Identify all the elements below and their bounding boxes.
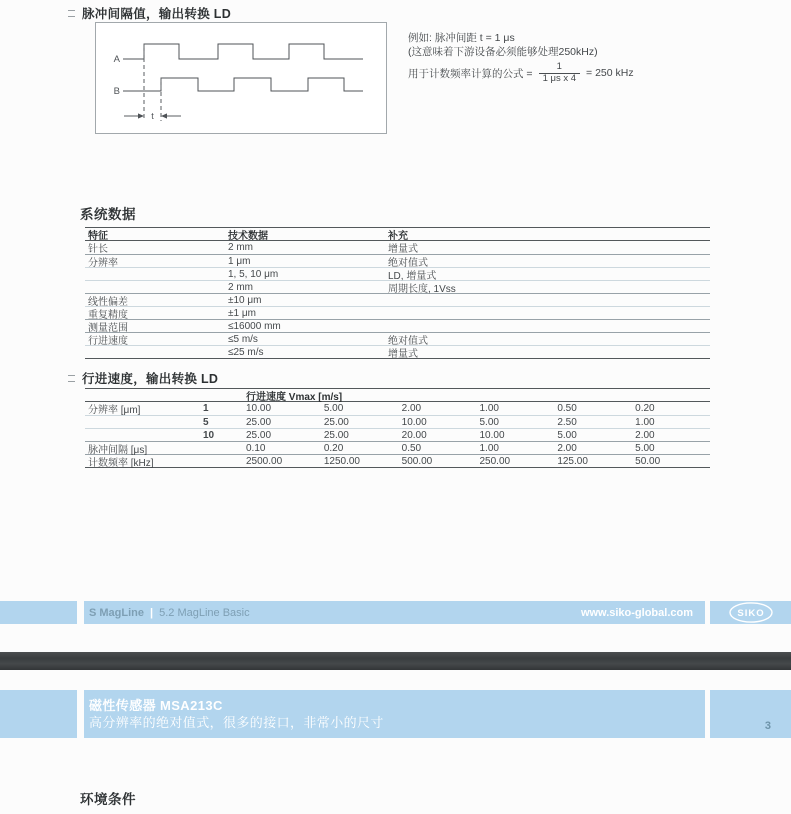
cell-feature: 重复精度 [88,309,128,321]
cell-value: 2 mm [228,281,253,293]
footer-separator: | [150,606,154,619]
cell-value: 500.00 [401,455,433,467]
cell-value: 25.00 [323,429,349,441]
cell-value: ±10 μm [228,294,262,306]
speed-table-header-row [85,388,710,402]
cell-resolution-sub: 5 [203,416,209,428]
cell-value: 10.00 [479,429,505,441]
speed-span-header: 行进速度 Vmax [m/s] [246,391,343,403]
wave-b-trace [123,78,363,91]
cell-value: 2.00 [401,403,422,414]
system-table-row [85,345,710,358]
cell-resolution-sub: 10 [203,429,215,441]
cell-value: 0.20 [635,403,655,414]
wave-a-trace [123,44,363,59]
example-line-2: (这意味着下游设备必须能够处理250kHz) [408,46,598,58]
cell-value: ≤25 m/s [228,346,264,358]
cell-value: 10.00 [401,416,427,428]
cell-value: 1.00 [479,403,499,414]
cell-value: 1.00 [479,442,499,454]
cell-value: 2.00 [557,442,577,454]
cell-value: 1, 5, 10 μm [228,268,279,280]
product-title: 磁性传感器 MSA213C [89,698,223,713]
pulse-section-heading: 脉冲间隔值，输出转换 LD [82,7,232,21]
system-table-row [85,332,710,345]
page-separator-band [0,652,791,670]
footer-logo-segment [710,601,791,624]
cell-value: 0.50 [401,442,422,454]
speed-table-row [85,441,710,454]
footer-breadcrumb [84,607,250,619]
cell-value: 25.00 [246,416,272,428]
system-table-row [85,293,710,306]
col-header-note: 补充 [388,230,408,242]
title-band-left-segment [0,690,77,738]
cell-row-label: 分辨率 [μm] [88,405,141,416]
formula-prefix: 用于计数频率计算的公式 = [408,67,533,80]
cell-value: 125.00 [557,455,588,467]
system-table-header-row [85,227,710,241]
system-table-row [85,267,710,280]
cell-value: 25.00 [323,416,349,428]
system-table-row [85,319,710,332]
cell-feature: 针长 [88,244,108,255]
cell-value: 10.00 [246,403,272,414]
environment-section-heading: 环境条件 [80,792,136,807]
col-header-value: 技术数据 [228,230,268,242]
siko-logo-text: SIKO [736,608,765,619]
footer-band [84,601,705,624]
cell-feature: 线性偏差 [88,296,128,308]
section-bullet-icon [68,375,75,382]
fraction-numerator: 1 [556,61,562,72]
cell-value: 2.50 [557,416,577,428]
cell-row-label: 计数频率 [kHz] [88,457,154,469]
system-data-heading: 系统数据 [80,207,136,222]
cell-resolution-sub: 1 [203,403,209,414]
cell-feature: 分辨率 [88,257,118,269]
cell-value: 5.00 [557,429,577,441]
cell-value: 0.10 [246,442,266,454]
cell-value: 2500.00 [246,455,283,467]
system-data-table [85,227,710,359]
product-subtitle: 高分辨率的绝对值式，很多的接口，非常小的尺寸 [89,715,384,730]
cell-note: 绝对值式 [388,257,428,269]
col-header-feature: 特征 [88,230,108,242]
cell-value: 5.00 [323,403,344,414]
footer-series-label: S MagLine [89,606,145,619]
example-text [408,31,598,59]
cell-note: 增量式 [388,348,418,360]
system-table-row [85,241,710,254]
cell-value: 0.50 [557,403,577,414]
waveform-diagram [95,22,387,134]
quadrature-waveform-svg [96,23,384,131]
count-frequency-formula [408,62,634,85]
cell-value: ≤5 m/s [228,333,258,345]
cell-value: 2.00 [635,429,655,441]
system-table-row [85,306,710,319]
cell-note: 增量式 [388,244,418,255]
system-table-row [85,254,710,267]
cell-value: 20.00 [401,429,427,441]
speed-table-row [85,428,710,441]
cell-feature: 行进速度 [88,335,128,347]
cell-value: 5.00 [635,442,655,454]
cell-value: 50.00 [635,455,661,467]
cell-note: 绝对值式 [388,335,428,347]
fraction-denominator: 1 μs x 4 [539,73,580,85]
formula-fraction [539,62,580,85]
product-title-band [84,690,705,738]
siko-logo-icon [728,602,774,623]
travel-speed-table [85,388,710,468]
cell-row-label: 脉冲间隔 [μs] [88,444,148,456]
page-number-segment [710,690,791,738]
cell-value: 5.00 [479,416,499,428]
section-bullet-icon [68,10,75,17]
cell-note: LD, 增量式 [388,270,437,282]
footer-chapter-label: 5.2 MagLine Basic [159,606,250,619]
wave-a-label: A [113,54,120,65]
cell-value: ≤16000 mm [228,320,281,332]
cell-value: 1.00 [635,416,655,428]
speed-table-row [85,415,710,428]
dim-arrowhead-left [161,113,167,118]
formula-result: = 250 kHz [586,67,634,80]
cell-value: 25.00 [246,429,272,441]
page-number: 3 [764,720,771,732]
footer-band-left-segment [0,601,77,624]
cell-value: 0.20 [323,442,344,454]
cell-value: 1250.00 [323,455,360,467]
speed-table-row [85,454,710,467]
dim-t-label: t [151,111,154,121]
dim-arrowhead-right [138,113,144,118]
cell-value: 250.00 [479,455,511,467]
speed-table-row [85,402,710,415]
cell-value: ±1 μm [228,307,256,319]
cell-value: 1 μm [228,255,251,267]
speed-section-heading: 行进速度，输出转换 LD [82,372,219,386]
wave-b-label: B [113,86,120,97]
example-line-1: 例如: 脉冲间距 t = 1 μs [408,32,515,44]
system-table-row [85,280,710,293]
cell-value: 2 mm [228,242,253,253]
cell-note: 周期长度, 1Vss [388,283,456,295]
cell-feature: 测量范围 [88,322,128,334]
website-link[interactable]: www.siko-global.com [580,606,693,619]
